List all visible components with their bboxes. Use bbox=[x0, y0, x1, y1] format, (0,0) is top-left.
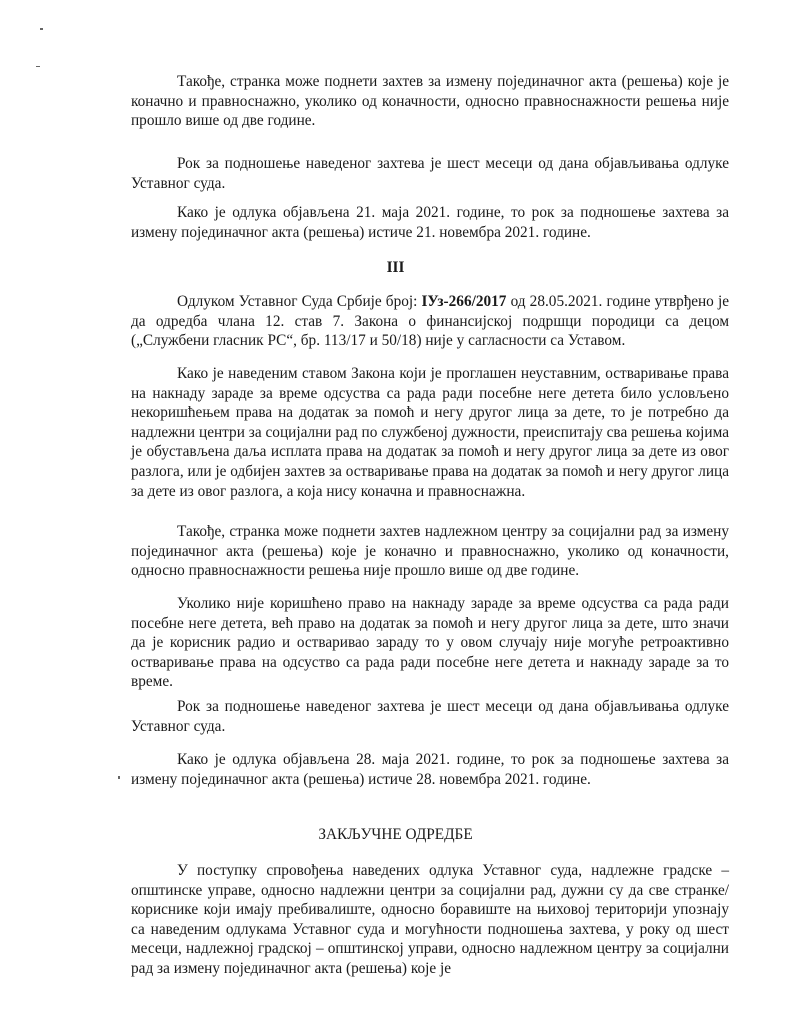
paragraph-10: У поступку спровођења наведених одлука Уставног суда, надлежне градске – општинске управе, односно надлежни центри за социјални рад, дужни су да све странке/кориснике који имају пребивалиште, односно боравиште на њиховој територији упознају са наведеним одлукама Уставног суда и могућности подношења захтева, у року од шест месеци, надлежној градској – општинској управи, односно надлежном центру за социјални рад за измену појединачног акта (решења) које је bbox=[131, 862, 729, 977]
scan-speck bbox=[118, 776, 120, 779]
paragraph-1: Такође, странка може поднети захтев за измену појединачног акта (решења) које је коначно и правноснажно, уколико од коначности, односно правноснажности решења није прошло више од две године. bbox=[131, 73, 729, 130]
scan-speck bbox=[36, 66, 40, 67]
paragraph-9: Како је одлука објављена 28. маја 2021. године, то рок за подношење захтева за измену појединачног акта (решења) истиче 28. новембра 2021. године. bbox=[131, 751, 729, 788]
paragraph-2: Рок за подношење наведеног захтева је шест месеци од дана објављивања одлуке Уставног суда. bbox=[131, 155, 729, 192]
paragraph-6: Такође, странка може поднети захтев надлежном центру за социјални рад за измену појединачног акта (решења) које је коначно и правноснажно, уколико од коначности, односно правноснажности решења није прошло више од две године. bbox=[131, 523, 729, 580]
section-heading-final-provisions: ЗАКЉУЧНЕ ОДРЕДБЕ bbox=[318, 826, 473, 843]
paragraph-4 bbox=[131, 292, 729, 351]
paragraph-5: Како је наведеним ставом Закона који је проглашен неуставним, остваривање права на накнаду зараде за време одсуства са рада ради посебне неге детета било условљено некоришћењем права на додатак за помоћ и негу другог лица за дете, то је потребно да надлежни центри за социјални рад по службеној дужности, преиспитају сва решења којима је обустављена даља исплата права на додатак за помоћ и негу другог лица за дете из овог разлога, или је одбијен захтев за остваривање права на додатак за помоћ и негу другог лица за дете из овог разлога, а која нису коначна и правноснажна. bbox=[131, 365, 729, 500]
paragraph-4-lead: Одлуком Уставног Суда Србије број: bbox=[177, 293, 422, 310]
section-heading-iii: III bbox=[386, 259, 405, 276]
paragraph-4-rest: од 28.05.2021. године утврђено је да одредба члана 12. став 7. Закона о финансијској подршци породици са децом („Службени гласник РС“, бр. 113/17 и 50/18) није у сагласности са Уставом. bbox=[131, 293, 729, 350]
paragraph-8: Рок за подношење наведеног захтева је шест месеци од дана објављивања одлуке Уставног суда. bbox=[131, 698, 729, 735]
paragraph-3: Како је одлука објављена 21. маја 2021. године, то рок за подношење захтева за измену појединачног акта (решења) истиче 21. новембра 2021. године. bbox=[131, 204, 729, 241]
scan-speck bbox=[40, 28, 43, 30]
paragraph-7: Уколико није коришћено право на накнаду зараде за време одсуства са рада ради посебне неге детета, већ право на додатак за помоћ и негу другог лица за дете, што значи да је корисник радио и остваривао зараду то у овом случају није могуће ретроактивно остваривање права на одсуство са рада ради посебне неге детета и накнаду зараде за то време. bbox=[131, 595, 729, 691]
case-number: ІУз-266/2017 bbox=[421, 293, 507, 310]
